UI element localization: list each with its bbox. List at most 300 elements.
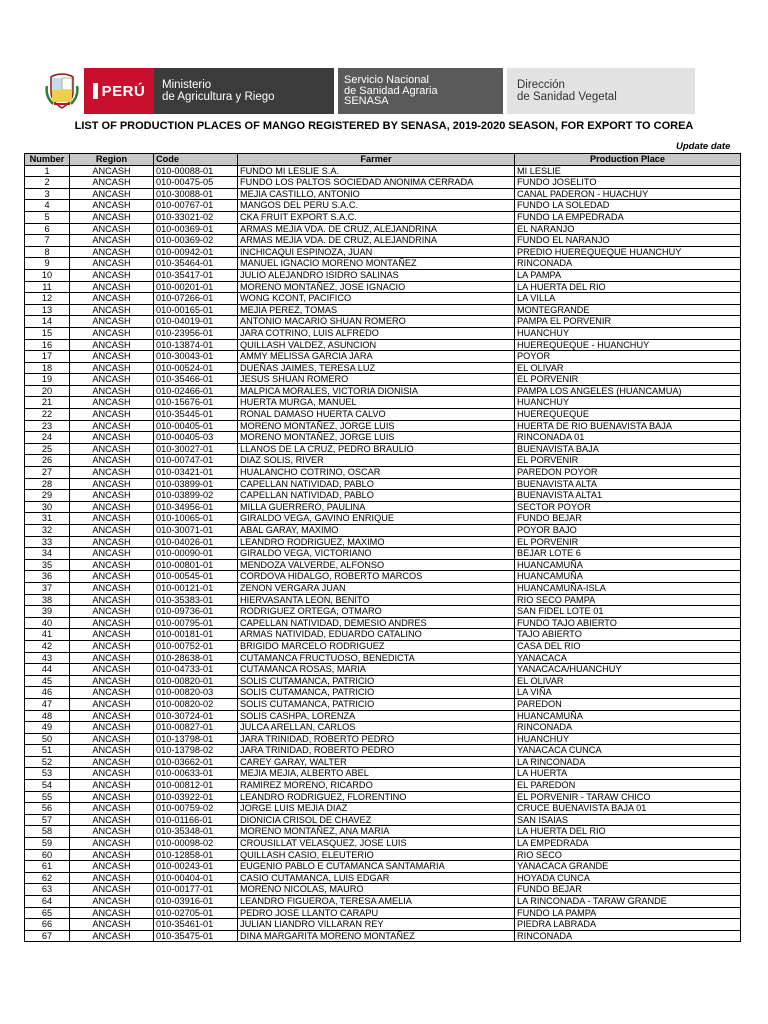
row-production-place: SECTOR POYOR — [515, 501, 741, 513]
row-production-place: LA PAMPA — [515, 269, 741, 281]
row-code: 010-10065-01 — [154, 513, 238, 525]
row-farmer: MEJIA MEJIA, ALBERTO ABEL — [238, 768, 515, 780]
row-code: 010-30027-01 — [154, 443, 238, 455]
row-region: ANCASH — [70, 896, 154, 908]
row-farmer: LEANDRO RODRIGUEZ, FLORENTINO — [238, 791, 515, 803]
table-row — [25, 246, 741, 258]
row-code: 010-00405-03 — [154, 432, 238, 444]
row-region: ANCASH — [70, 768, 154, 780]
row-number: 57 — [25, 814, 70, 826]
row-farmer: MENDOZA VALVERDE, ALFONSO — [238, 559, 515, 571]
row-region: ANCASH — [70, 722, 154, 734]
row-region: ANCASH — [70, 188, 154, 200]
row-production-place: FUNDO TAJO ABIERTO — [515, 617, 741, 629]
row-production-place: LA VIÑA — [515, 687, 741, 699]
table-row — [25, 420, 741, 432]
row-production-place: EL NARANJO — [515, 223, 741, 235]
row-number: 27 — [25, 467, 70, 479]
row-number: 1 — [25, 165, 70, 177]
coat-of-arms-icon — [40, 68, 84, 114]
row-region: ANCASH — [70, 872, 154, 884]
row-number: 2 — [25, 177, 70, 189]
row-production-place: RIO SECO — [515, 849, 741, 861]
row-production-place: HUEREQUEQUE - HUANCHUY — [515, 339, 741, 351]
table-row — [25, 281, 741, 293]
table-row — [25, 884, 741, 896]
row-farmer: CUTAMANCA FRUCTUOSO, BENEDICTA — [238, 652, 515, 664]
row-production-place: HUANCAMUÑA-ISLA — [515, 582, 741, 594]
row-farmer: ARMAS NATIVIDAD, EDUARDO CATALINO — [238, 629, 515, 641]
row-production-place: YANACACA GRANDE — [515, 861, 741, 873]
table-row — [25, 455, 741, 467]
row-code: 010-03922-01 — [154, 791, 238, 803]
row-number: 32 — [25, 525, 70, 537]
row-farmer: DIAZ SOLIS, RIVER — [238, 455, 515, 467]
row-region: ANCASH — [70, 501, 154, 513]
row-code: 010-00088-01 — [154, 165, 238, 177]
table-row — [25, 385, 741, 397]
row-region: ANCASH — [70, 536, 154, 548]
row-code: 010-03662-01 — [154, 756, 238, 768]
row-production-place: FUNDO EL NARANJO — [515, 235, 741, 247]
row-region: ANCASH — [70, 791, 154, 803]
table-row — [25, 188, 741, 200]
row-region: ANCASH — [70, 420, 154, 432]
row-code: 010-30043-01 — [154, 351, 238, 363]
row-code: 010-00369-01 — [154, 223, 238, 235]
row-number: 64 — [25, 896, 70, 908]
row-code: 010-00098-02 — [154, 838, 238, 850]
row-production-place: FUNDO JOSELITO — [515, 177, 741, 189]
row-production-place: CASA DEL RIO — [515, 640, 741, 652]
row-farmer: MORENO MONTAÑEZ, JORGE LUIS — [238, 420, 515, 432]
row-code: 010-00747-01 — [154, 455, 238, 467]
row-region: ANCASH — [70, 258, 154, 270]
row-code: 010-09736-01 — [154, 606, 238, 618]
row-region: ANCASH — [70, 571, 154, 583]
row-production-place: POYOR BAJO — [515, 525, 741, 537]
row-number: 40 — [25, 617, 70, 629]
row-production-place: EL PORVENIR — [515, 374, 741, 386]
row-farmer: MORENO NICOLAS, MAURO — [238, 884, 515, 896]
row-farmer: WONG KCONT, PACIFICO — [238, 293, 515, 305]
row-number: 52 — [25, 756, 70, 768]
table-row — [25, 896, 741, 908]
row-farmer: ARMAS MEJIA VDA. DE CRUZ, ALEJANDRINA — [238, 223, 515, 235]
table-row — [25, 374, 741, 386]
row-code: 010-13798-02 — [154, 745, 238, 757]
table-row — [25, 594, 741, 606]
table-row — [25, 200, 741, 212]
row-number: 3 — [25, 188, 70, 200]
table-row — [25, 733, 741, 745]
row-farmer: EUGENIO PABLO E CUTAMANCA SANTAMARIA — [238, 861, 515, 873]
table-row — [25, 640, 741, 652]
table-row — [25, 339, 741, 351]
row-farmer: GIRALDO VEGA, VICTORIANO — [238, 548, 515, 560]
document-title: LIST OF PRODUCTION PLACES OF MANGO REGISTERED BY SENASA, 2019-2020 SEASON, FOR EXPORT TO COREA — [74, 120, 694, 132]
row-number: 59 — [25, 838, 70, 850]
table-row — [25, 629, 741, 641]
row-farmer: JESUS SHUAN ROMERO — [238, 374, 515, 386]
row-farmer: LEANDRO FIGUEROA, TERESA AMELIA — [238, 896, 515, 908]
row-number: 6 — [25, 223, 70, 235]
row-code: 010-00369-02 — [154, 235, 238, 247]
row-farmer: ABAL GARAY, MAXIMO — [238, 525, 515, 537]
row-farmer: SOLIS CUTAMANCA, PATRICIO — [238, 687, 515, 699]
row-production-place: FUNDO LA PAMPA — [515, 907, 741, 919]
row-number: 61 — [25, 861, 70, 873]
row-farmer: PEDRO JOSE LLANTO CARAPU — [238, 907, 515, 919]
table-row — [25, 861, 741, 873]
row-production-place: HUEREQUEQUE — [515, 409, 741, 421]
senasa-block — [338, 68, 503, 114]
row-code: 010-00942-01 — [154, 246, 238, 258]
row-number: 34 — [25, 548, 70, 560]
table-row — [25, 351, 741, 363]
row-production-place: EL PAREDON — [515, 780, 741, 792]
row-production-place: CANAL PADERON - HUACHUY — [515, 188, 741, 200]
table-row — [25, 467, 741, 479]
row-code: 010-35348-01 — [154, 826, 238, 838]
row-code: 010-13798-01 — [154, 733, 238, 745]
row-region: ANCASH — [70, 826, 154, 838]
row-code: 010-28638-01 — [154, 652, 238, 664]
row-region: ANCASH — [70, 640, 154, 652]
row-code: 010-00759-02 — [154, 803, 238, 815]
row-farmer: ARMAS MEJIA VDA. DE CRUZ, ALEJANDRINA — [238, 235, 515, 247]
row-number: 22 — [25, 409, 70, 421]
row-production-place: FUNDO BEJAR — [515, 513, 741, 525]
table-row — [25, 930, 741, 942]
row-number: 46 — [25, 687, 70, 699]
row-farmer: CROUSILLAT VELASQUEZ, JOSE LUIS — [238, 838, 515, 850]
row-number: 16 — [25, 339, 70, 351]
table-row — [25, 362, 741, 374]
row-code: 010-00201-01 — [154, 281, 238, 293]
row-production-place: PAREDON POYOR — [515, 467, 741, 479]
row-code: 010-00820-02 — [154, 698, 238, 710]
table-row — [25, 571, 741, 583]
row-production-place: LA HUERTA — [515, 768, 741, 780]
row-number: 43 — [25, 652, 70, 664]
row-region: ANCASH — [70, 594, 154, 606]
row-region: ANCASH — [70, 467, 154, 479]
table-row — [25, 223, 741, 235]
row-number: 12 — [25, 293, 70, 305]
row-number: 11 — [25, 281, 70, 293]
row-region: ANCASH — [70, 443, 154, 455]
row-production-place: FUNDO BEJAR — [515, 884, 741, 896]
row-number: 62 — [25, 872, 70, 884]
row-region: ANCASH — [70, 432, 154, 444]
table-row — [25, 258, 741, 270]
row-farmer: AMMY MELISSA GARCIA JARA — [238, 351, 515, 363]
row-number: 41 — [25, 629, 70, 641]
row-code: 010-35466-01 — [154, 374, 238, 386]
row-farmer: SOLIS CUTAMANCA, PATRICIO — [238, 675, 515, 687]
row-code: 010-34956-01 — [154, 501, 238, 513]
row-region: ANCASH — [70, 907, 154, 919]
table-row — [25, 838, 741, 850]
row-production-place: HUANCHUY — [515, 327, 741, 339]
row-farmer: JARA COTRINO, LUIS ALFREDO — [238, 327, 515, 339]
row-number: 5 — [25, 211, 70, 223]
row-farmer: MORENO MONTAÑEZ, JORGE LUIS — [238, 432, 515, 444]
row-region: ANCASH — [70, 281, 154, 293]
row-region: ANCASH — [70, 919, 154, 931]
row-farmer: JULIAN LIANDRO VILLARAN REY — [238, 919, 515, 931]
row-farmer: JARA TRINIDAD, ROBERTO PEDRO — [238, 733, 515, 745]
row-number: 25 — [25, 443, 70, 455]
row-region: ANCASH — [70, 293, 154, 305]
row-region: ANCASH — [70, 177, 154, 189]
row-region: ANCASH — [70, 235, 154, 247]
ministry-block — [154, 68, 334, 114]
row-production-place: HUANCAMUÑA — [515, 710, 741, 722]
row-region: ANCASH — [70, 362, 154, 374]
row-number: 58 — [25, 826, 70, 838]
row-number: 49 — [25, 722, 70, 734]
row-region: ANCASH — [70, 803, 154, 815]
peru-brand — [84, 68, 154, 114]
table-row — [25, 235, 741, 247]
row-production-place: SAN FIDEL LOTE 01 — [515, 606, 741, 618]
row-farmer: JULCA ARELLAN, CARLOS — [238, 722, 515, 734]
row-region: ANCASH — [70, 861, 154, 873]
row-region: ANCASH — [70, 745, 154, 757]
table-row — [25, 826, 741, 838]
row-farmer: MEJIA CASTILLO, ANTONIO — [238, 188, 515, 200]
row-number: 26 — [25, 455, 70, 467]
row-code: 010-00752-01 — [154, 640, 238, 652]
row-number: 14 — [25, 316, 70, 328]
row-code: 010-00090-01 — [154, 548, 238, 560]
row-number: 4 — [25, 200, 70, 212]
row-farmer: RONAL DAMASO HUERTA CALVO — [238, 409, 515, 421]
row-region: ANCASH — [70, 559, 154, 571]
row-number: 47 — [25, 698, 70, 710]
row-production-place: LA VILLA — [515, 293, 741, 305]
row-code: 010-03916-01 — [154, 896, 238, 908]
row-code: 010-35461-01 — [154, 919, 238, 931]
row-farmer: DIONICIA CRISOL DE CHAVEZ — [238, 814, 515, 826]
row-farmer: JORGE LUIS MEJIA DIAZ — [238, 803, 515, 815]
row-code: 010-03899-01 — [154, 478, 238, 490]
row-farmer: QUILLASH CASIO, ELEUTERIO — [238, 849, 515, 861]
row-code: 010-04019-01 — [154, 316, 238, 328]
row-region: ANCASH — [70, 617, 154, 629]
row-code: 010-03899-02 — [154, 490, 238, 502]
row-number: 55 — [25, 791, 70, 803]
row-farmer: MORENO MONTAÑEZ, ANA MARIA — [238, 826, 515, 838]
table-row — [25, 814, 741, 826]
row-code: 010-00243-01 — [154, 861, 238, 873]
row-number: 17 — [25, 351, 70, 363]
table-row — [25, 525, 741, 537]
table-row — [25, 768, 741, 780]
row-code: 010-00475-05 — [154, 177, 238, 189]
row-code: 010-00165-01 — [154, 304, 238, 316]
row-number: 56 — [25, 803, 70, 815]
row-code: 010-00801-01 — [154, 559, 238, 571]
row-production-place: BUENAVISTA BAJA — [515, 443, 741, 455]
row-production-place: PREDIO HUEREQUEQUE HUANCHUY — [515, 246, 741, 258]
row-region: ANCASH — [70, 490, 154, 502]
row-production-place: HUANCHUY — [515, 733, 741, 745]
row-region: ANCASH — [70, 409, 154, 421]
table-row — [25, 409, 741, 421]
row-number: 19 — [25, 374, 70, 386]
row-region: ANCASH — [70, 525, 154, 537]
row-code: 010-30724-01 — [154, 710, 238, 722]
directorate-line-1: Dirección — [517, 79, 565, 91]
table-row — [25, 513, 741, 525]
row-farmer: FUNDO LOS PALTOS SOCIEDAD ANONIMA CERRADA — [238, 177, 515, 189]
row-production-place: RINCONADA — [515, 722, 741, 734]
row-production-place: EL PORVENIR — [515, 455, 741, 467]
row-code: 010-02466-01 — [154, 385, 238, 397]
row-code: 010-00121-01 — [154, 582, 238, 594]
row-production-place: MI LESLIE — [515, 165, 741, 177]
row-production-place: LA HUERTA DEL RIO — [515, 826, 741, 838]
row-farmer: MORENO MONTAÑEZ, JOSE IGNACIO — [238, 281, 515, 293]
table-body — [25, 165, 741, 942]
row-code: 010-03421-01 — [154, 467, 238, 479]
row-code: 010-00404-01 — [154, 872, 238, 884]
row-number: 31 — [25, 513, 70, 525]
header-banner — [40, 68, 695, 114]
row-farmer: CUTAMANCA ROSAS, MARIA — [238, 664, 515, 676]
row-region: ANCASH — [70, 664, 154, 676]
row-farmer: BRIGIDO MARCELO RODRIGUEZ — [238, 640, 515, 652]
row-farmer: MILLA GUERRERO, PAULINA — [238, 501, 515, 513]
table-row — [25, 652, 741, 664]
row-farmer: HUERTA MURGA, MANUEL — [238, 397, 515, 409]
row-production-place: RIO SECO PAMPA — [515, 594, 741, 606]
row-number: 21 — [25, 397, 70, 409]
row-region: ANCASH — [70, 211, 154, 223]
row-farmer: MEJIA PEREZ, TOMAS — [238, 304, 515, 316]
row-number: 30 — [25, 501, 70, 513]
row-number: 20 — [25, 385, 70, 397]
row-number: 51 — [25, 745, 70, 757]
row-number: 60 — [25, 849, 70, 861]
row-region: ANCASH — [70, 165, 154, 177]
row-code: 010-35383-01 — [154, 594, 238, 606]
row-number: 8 — [25, 246, 70, 258]
row-farmer: FUNDO MI LESLIE S.A. — [238, 165, 515, 177]
table-row — [25, 756, 741, 768]
row-production-place: BUENAVISTA ALTA — [515, 478, 741, 490]
row-farmer: INCHICAQUI ESPINOZA, JUAN — [238, 246, 515, 258]
row-code: 010-00827-01 — [154, 722, 238, 734]
row-number: 9 — [25, 258, 70, 270]
row-farmer: DINA MARGARITA MORENO MONTAÑEZ — [238, 930, 515, 942]
row-region: ANCASH — [70, 780, 154, 792]
row-farmer: JULIO ALEJANDRO ISIDRO SALINAS — [238, 269, 515, 281]
table-row — [25, 211, 741, 223]
row-number: 29 — [25, 490, 70, 502]
peru-label: PERÚ — [101, 82, 146, 100]
row-farmer: LLANOS DE LA CRUZ, PEDRO BRAULIO — [238, 443, 515, 455]
row-number: 33 — [25, 536, 70, 548]
row-code: 010-13874-01 — [154, 339, 238, 351]
row-farmer: SOLIS CASHPA, LORENZA — [238, 710, 515, 722]
column-header-farmer: Farmer — [238, 154, 515, 166]
row-production-place: YANACACA/HUANCHUY — [515, 664, 741, 676]
row-production-place: YANACACA CUNCA — [515, 745, 741, 757]
table-row — [25, 432, 741, 444]
row-code: 010-00633-01 — [154, 768, 238, 780]
row-farmer: GIRALDO VEGA, GAVINO ENRIQUE — [238, 513, 515, 525]
row-code: 010-23956-01 — [154, 327, 238, 339]
row-code: 010-00181-01 — [154, 629, 238, 641]
table-row — [25, 293, 741, 305]
row-region: ANCASH — [70, 629, 154, 641]
production-places-table — [24, 153, 741, 942]
row-region: ANCASH — [70, 652, 154, 664]
row-production-place: CRUCE BUENAVISTA BAJA 01 — [515, 803, 741, 815]
row-production-place: PAMPA LOS ANGELES (HUANCAMUA) — [515, 385, 741, 397]
table-row — [25, 443, 741, 455]
row-farmer: CKA FRUIT EXPORT S.A.C. — [238, 211, 515, 223]
row-farmer: JARA TRINIDAD, ROBERTO PEDRO — [238, 745, 515, 757]
row-production-place: LA HUERTA DEL RIO — [515, 281, 741, 293]
row-code: 010-00524-01 — [154, 362, 238, 374]
row-production-place: RINCONADA — [515, 258, 741, 270]
row-code: 010-35464-01 — [154, 258, 238, 270]
column-header-number: Number — [25, 154, 70, 166]
row-region: ANCASH — [70, 838, 154, 850]
row-code: 010-35475-01 — [154, 930, 238, 942]
row-region: ANCASH — [70, 269, 154, 281]
row-region: ANCASH — [70, 814, 154, 826]
row-production-place: RINCONADA 01 — [515, 432, 741, 444]
row-production-place: POYOR — [515, 351, 741, 363]
row-number: 42 — [25, 640, 70, 652]
table-row — [25, 327, 741, 339]
table-row — [25, 548, 741, 560]
table-row — [25, 745, 741, 757]
directorate-block — [507, 68, 695, 114]
column-header-region: Region — [70, 154, 154, 166]
row-code: 010-00820-03 — [154, 687, 238, 699]
row-region: ANCASH — [70, 455, 154, 467]
table-row — [25, 397, 741, 409]
row-number: 23 — [25, 420, 70, 432]
row-number: 36 — [25, 571, 70, 583]
table-row — [25, 919, 741, 931]
row-production-place: EL PORVENIR — [515, 536, 741, 548]
row-farmer: DUEÑAS JAIMES, TERESA LUZ — [238, 362, 515, 374]
row-region: ANCASH — [70, 606, 154, 618]
row-region: ANCASH — [70, 339, 154, 351]
row-production-place: LA RINCONADA - TARAW GRANDE — [515, 896, 741, 908]
table-row — [25, 722, 741, 734]
row-production-place: EL OLIVAR — [515, 362, 741, 374]
row-farmer: CAPELLAN NATIVIDAD, PABLO — [238, 490, 515, 502]
row-code: 010-00795-01 — [154, 617, 238, 629]
table-row — [25, 687, 741, 699]
row-production-place: HUANCAMUÑA — [515, 559, 741, 571]
table-row — [25, 582, 741, 594]
row-farmer: RAMIREZ MORENO, RICARDO — [238, 780, 515, 792]
row-production-place: PIEDRA LABRADA — [515, 919, 741, 931]
table-row — [25, 478, 741, 490]
row-region: ANCASH — [70, 710, 154, 722]
row-code: 010-12858-01 — [154, 849, 238, 861]
